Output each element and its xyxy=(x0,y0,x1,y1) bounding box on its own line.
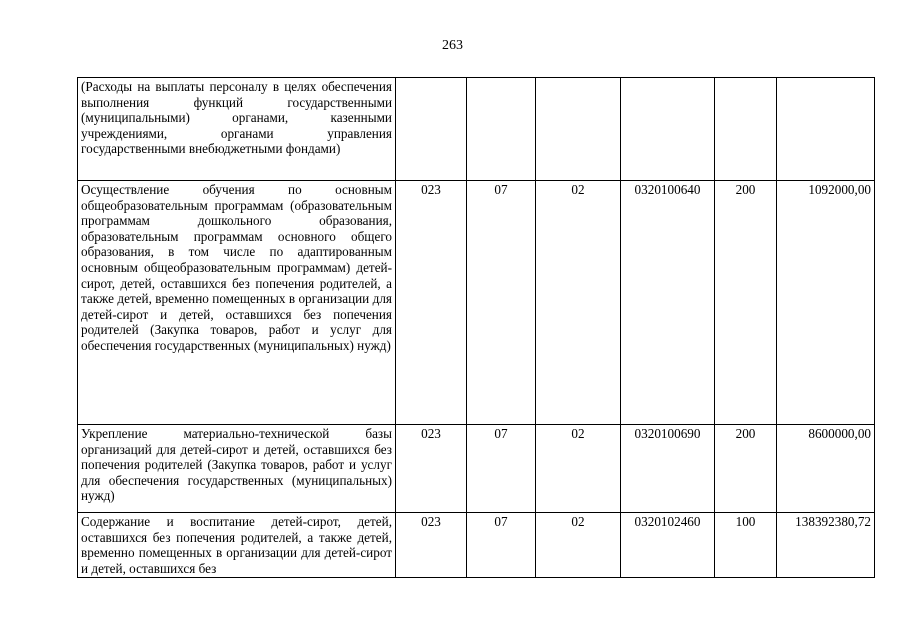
budget-table xyxy=(77,77,875,578)
table-row xyxy=(78,78,875,181)
row-ministry-code: 023 xyxy=(396,513,467,578)
row-expense-type xyxy=(715,78,777,181)
row-ministry-code: 023 xyxy=(396,425,467,513)
row-description: Содержание и воспитание детей-сирот, детей, оставшихся без попечения родителей, а также детей, временно помещенных в организации для детей-сирот и детей, оставшихся без xyxy=(78,513,396,578)
row-description: Осуществление обучения по основным общеобразовательным программам (образовательным программам дошкольного образования, образовательным программам основного общего образования, в том числе по адаптированным основным общеобразовательным программам) детей-сирот, детей, оставшихся без попечения родителей, а также детей, временно помещенных в организации для детей-сирот и детей, оставшихся без попечения родителей (Закупка товаров, работ и услуг для обеспечения государственных (муниципальных) нужд) xyxy=(78,181,396,425)
table-row xyxy=(78,513,875,578)
row-section-code: 07 xyxy=(467,425,536,513)
row-amount xyxy=(777,78,875,181)
row-expense-type: 200 xyxy=(715,425,777,513)
page-number: 263 xyxy=(442,38,463,53)
row-expense-type: 100 xyxy=(715,513,777,578)
row-target-article: 0320100640 xyxy=(621,181,715,425)
row-target-article xyxy=(621,78,715,181)
row-expense-type: 200 xyxy=(715,181,777,425)
row-subsection-code: 02 xyxy=(536,513,621,578)
row-target-article: 0320100690 xyxy=(621,425,715,513)
row-subsection-code xyxy=(536,78,621,181)
row-description: Укрепление материально-технической базы организаций для детей-сирот и детей, оставшихся без попечения родителей (Закупка товаров, работ и услуг для обеспечения государственных (муниципальных) нужд) xyxy=(78,425,396,513)
row-amount: 138392380,72 xyxy=(777,513,875,578)
table-row xyxy=(78,181,875,425)
row-amount: 1092000,00 xyxy=(777,181,875,425)
table-row xyxy=(78,425,875,513)
row-ministry-code xyxy=(396,78,467,181)
row-subsection-code: 02 xyxy=(536,181,621,425)
row-ministry-code: 023 xyxy=(396,181,467,425)
row-section-code: 07 xyxy=(467,181,536,425)
row-target-article: 0320102460 xyxy=(621,513,715,578)
row-subsection-code: 02 xyxy=(536,425,621,513)
row-section-code: 07 xyxy=(467,513,536,578)
row-section-code xyxy=(467,78,536,181)
row-amount: 8600000,00 xyxy=(777,425,875,513)
row-description: (Расходы на выплаты персоналу в целях обеспечения выполнения функций государственными (муниципальными) органами, казенными учреждениями, органами управления государственными внебюджетными фондами) xyxy=(78,78,396,181)
